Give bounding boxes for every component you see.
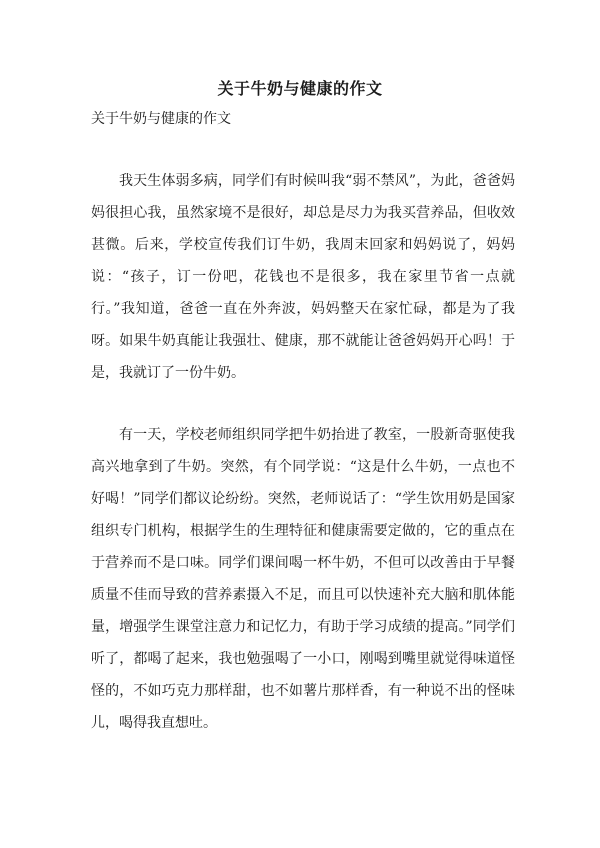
paragraph-2: 有一天，学校老师组织同学把牛奶抬进了教室，一股新奇驱使我高兴地拿到了牛奶。突然，有个同学说：“这是什么牛奶，一点也不好喝！”同学们都议论纷纷。突然，老师说话了：“学生饮用奶是国家组织专门机构，根据学生的生理特征和健康需要定做的，它的重点在于营养而不是口味。同学们课间喝一杯牛奶，不但可以改善由于早餐质量不佳而导致的营养素摄入不足，而且可以快速补充大脑和肌体能量，增强学生课堂注意力和记忆力，有助于学习成绩的提高。”同学们听了，都喝了起来，我也勉强喝了一小口，刚喝到嘴里就觉得味道怪怪的，不如巧克力那样甜，也不如薯片那样香，有一种说不出的怪味儿，喝得我直想吐。 bbox=[91, 427, 515, 731]
document-subtitle: 关于牛奶与健康的作文 bbox=[91, 111, 231, 127]
paragraph-1: 我天生体弱多病，同学们有时候叫我“弱不禁风”，为此，爸爸妈妈很担心我，虽然家境不是很好，却总是尽力为我买营养品，但收效甚微。后来，学校宣传我们订牛奶，我周末回家和妈妈说了，妈妈说：“孩子，订一份吧，花钱也不是很多，我在家里节省一点就行。”我知道，爸爸一直在外奔波，妈妈整天在家忙碌，都是为了我呀。如果牛奶真能让我强壮、健康，那不就能让爸爸妈妈开心吗！于是，我就订了一份牛奶。 bbox=[91, 173, 515, 381]
document-title: 关于牛奶与健康的作文 bbox=[217, 79, 383, 98]
